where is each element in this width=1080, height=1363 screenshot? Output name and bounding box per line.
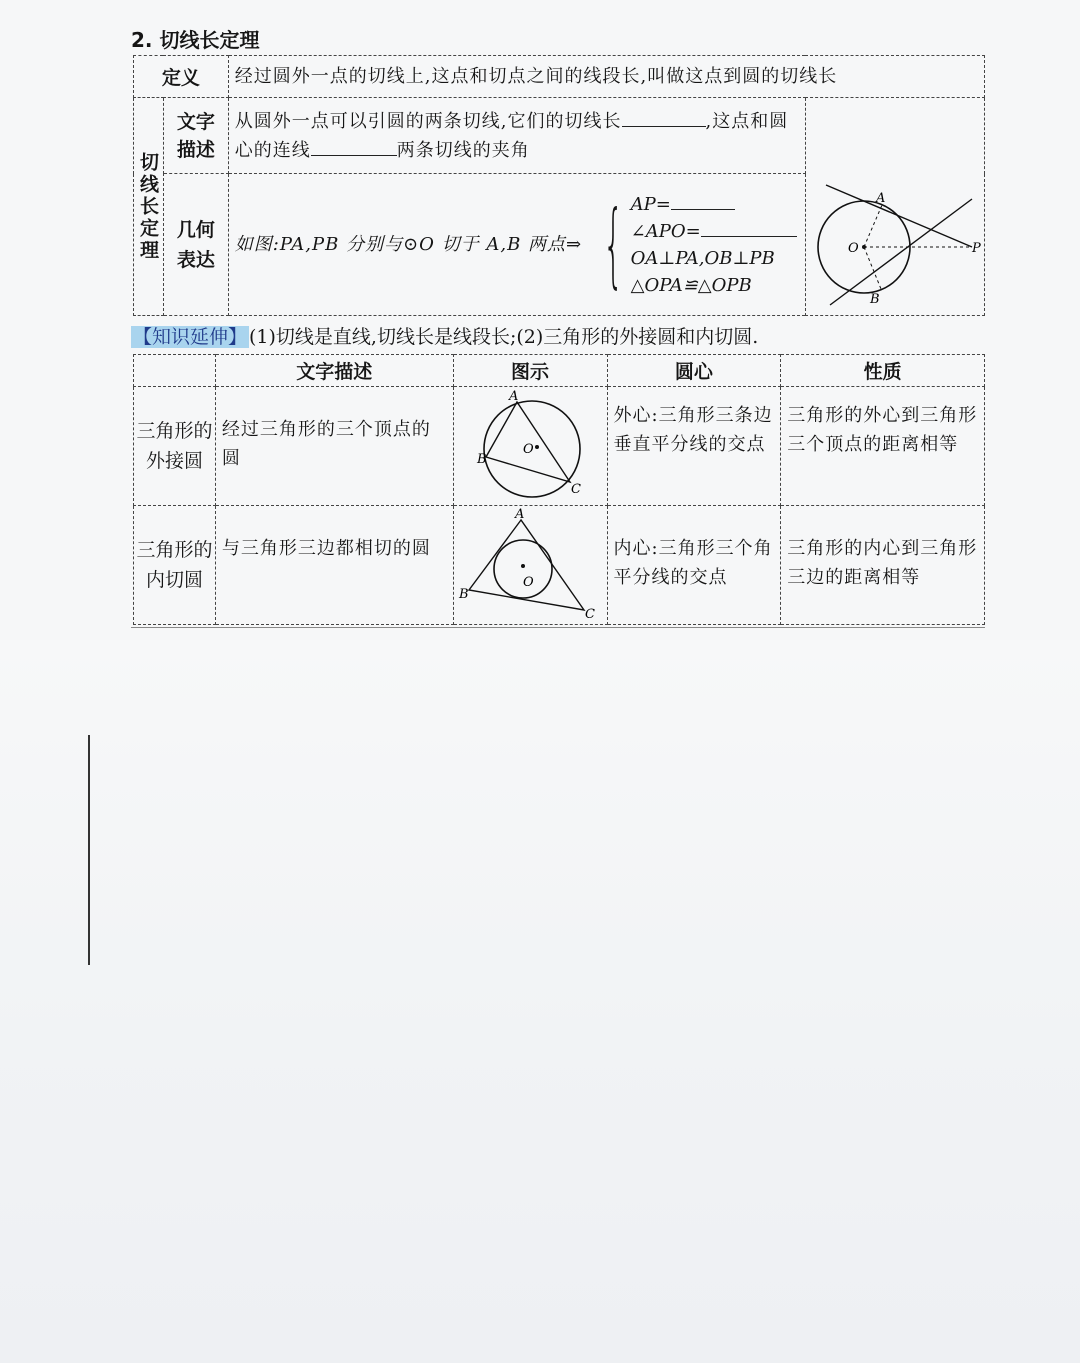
row-desc: 与三角形三边都相切的圆 [215,506,453,625]
scan-bottom-line [131,627,985,628]
table-row [134,506,985,625]
row-property: 三角形的外心到三角形三个顶点的距离相等 [781,387,985,506]
expression-list [631,191,797,299]
tangent-figure-cell [805,98,984,316]
wenzi-text: 从圆外一点可以引圆的两条切线,它们的切线长 ,这点和圆心的连线 两条切线的夹角 [228,98,805,174]
triangle-circle-table [133,354,985,625]
page-shadow [0,640,1080,1363]
label-o: O [847,240,859,256]
label-p: P [971,240,981,256]
label-a: A [509,389,519,404]
answer-blank-4[interactable] [701,236,797,237]
header-figure: 图示 [453,355,607,387]
circumcircle-figure [455,387,605,501]
in-triangle [469,520,584,610]
wenzi-label: 文字描述 [163,98,228,174]
center-dot [862,245,866,249]
tangent-length-figure [806,135,984,307]
row-center: 内心:三角形三个角平分线的交点 [607,506,781,625]
section-title: 2. 切线长定理 [131,28,260,52]
label-a: A [515,507,525,522]
jihe-label: 几何表达 [163,174,228,316]
tangent-theorem-table [133,55,985,316]
label-b: B [477,452,487,467]
expr-perpendicular: OA⊥PA,OB⊥PB [630,247,775,269]
label-c: C [571,482,581,497]
label-a: A [875,190,886,206]
row-name: 三角形的外接圆 [134,387,216,506]
answer-blank-1[interactable] [622,126,706,127]
expr-apo: ∠APO= [630,220,701,242]
extension-text: (1)切线是直线,切线长是线段长;(2)三角形的外接圆和内切圆. [249,326,759,348]
brace-icon: { [603,190,624,298]
label-b: B [459,587,469,602]
label-o: O [523,575,534,590]
row-property: 三角形的内心到三角形三边的距离相等 [781,506,985,625]
row-name: 三角形的内切圆 [134,506,216,625]
label-b: B [869,291,880,307]
header-empty [134,355,216,387]
definition-text: 经过圆外一点的切线上,这点和切点之间的线段长,叫做这点到圆的切线长 [228,56,984,98]
expr-congruent: △OPA≌△OPB [630,274,752,296]
answer-blank-2[interactable] [311,155,397,156]
incenter-dot [521,564,525,568]
header-desc: 文字描述 [215,355,453,387]
row-center: 外心:三角形三条边垂直平分线的交点 [607,387,781,506]
geometry-intro: 如图:PA,PB 分别与⊙O 切于 A,B 两点⇒ [234,234,583,255]
header-property: 性质 [781,355,985,387]
row-figure [453,387,607,506]
incircle-figure [455,506,605,620]
knowledge-extension [131,322,758,349]
row-desc: 经过三角形的三个顶点的圆 [215,387,453,506]
oa-line [864,205,882,247]
header-center: 圆心 [607,355,781,387]
answer-blank-3[interactable] [671,209,735,210]
geometry-expression-cell [228,174,805,316]
definition-label: 定义 [134,56,229,98]
label-o: O [523,442,534,457]
label-c: C [585,607,595,622]
table-row [134,387,985,506]
extension-tag: 【知识延伸】 [133,326,248,348]
scan-edge-line [88,735,90,965]
expr-ap: AP= [630,193,671,215]
row-figure [453,506,607,625]
theorem-label: 切线长定理 [136,151,159,262]
circumcenter-dot [535,445,539,449]
